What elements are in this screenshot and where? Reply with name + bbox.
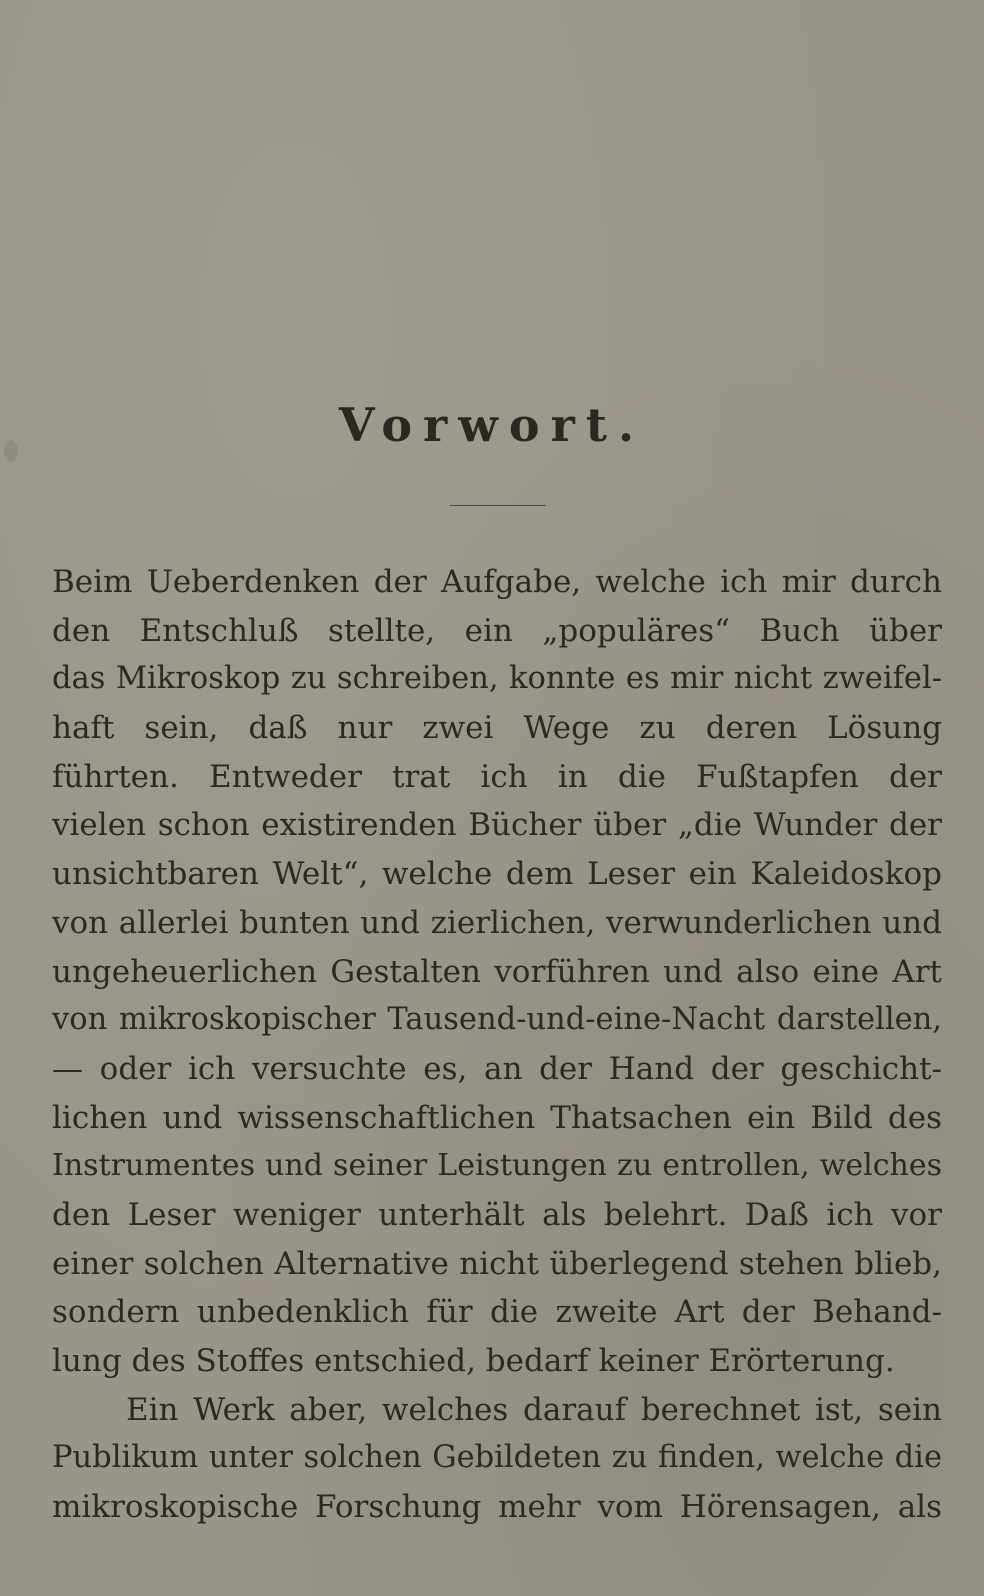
text-line: von allerlei bunten und zierlichen, verwunderlichen und (52, 904, 942, 941)
text-line: vielen schon existirenden Bücher über „die Wunder der (52, 807, 942, 844)
text-line: einer solchen Alternative nicht überlegend stehen blieb, (52, 1245, 942, 1282)
text-line: unsichtbaren Welt“, welche dem Leser ein Kaleidoskop (52, 856, 942, 893)
text-line: lichen und wissenschaftlichen Thatsachen ein Bild des (52, 1099, 942, 1136)
text-line: das Mikroskop zu schreiben, konnte es mir nicht zweifel- (52, 661, 942, 697)
text-line: ungeheuerlichen Gestalten vorführen und also eine Art (52, 953, 942, 990)
text-line: von mikroskopischer Tausend-und-eine-Nacht darstellen, (52, 1002, 942, 1038)
text-line: Instrumentes und seiner Leistungen zu entrollen, welches (52, 1148, 942, 1184)
title-divider (450, 505, 546, 506)
text-line: sondern unbedenklich für die zweite Art der Behand- (52, 1294, 942, 1331)
text-line: Ein Werk aber, welches darauf berechnet ist, sein (126, 1391, 942, 1428)
text-line: haft sein, daß nur zwei Wege zu deren Lösung (52, 710, 942, 747)
body-text (52, 558, 942, 1532)
text-line: Beim Ueberdenken der Aufgabe, welche ich mir durch (52, 564, 942, 600)
text-line: Publikum unter solchen Gebildeten zu finden, welche die (52, 1440, 942, 1476)
page-title: Vorwort. (338, 398, 646, 452)
text-line: lung des Stoffes entschied, bedarf keiner Erörterung. (52, 1343, 895, 1379)
text-line: den Leser weniger unterhält als belehrt. Daß ich vor (52, 1196, 942, 1233)
text-line: mikroskopische Forschung mehr vom Hörensagen, als (52, 1489, 942, 1526)
text-line: führten. Entweder trat ich in die Fußtapfen der (52, 758, 942, 795)
text-line: — oder ich versuchte es, an der Hand der geschicht- (52, 1050, 942, 1087)
text-line: den Entschluß stellte, ein „populäres“ Buch über (52, 612, 942, 649)
